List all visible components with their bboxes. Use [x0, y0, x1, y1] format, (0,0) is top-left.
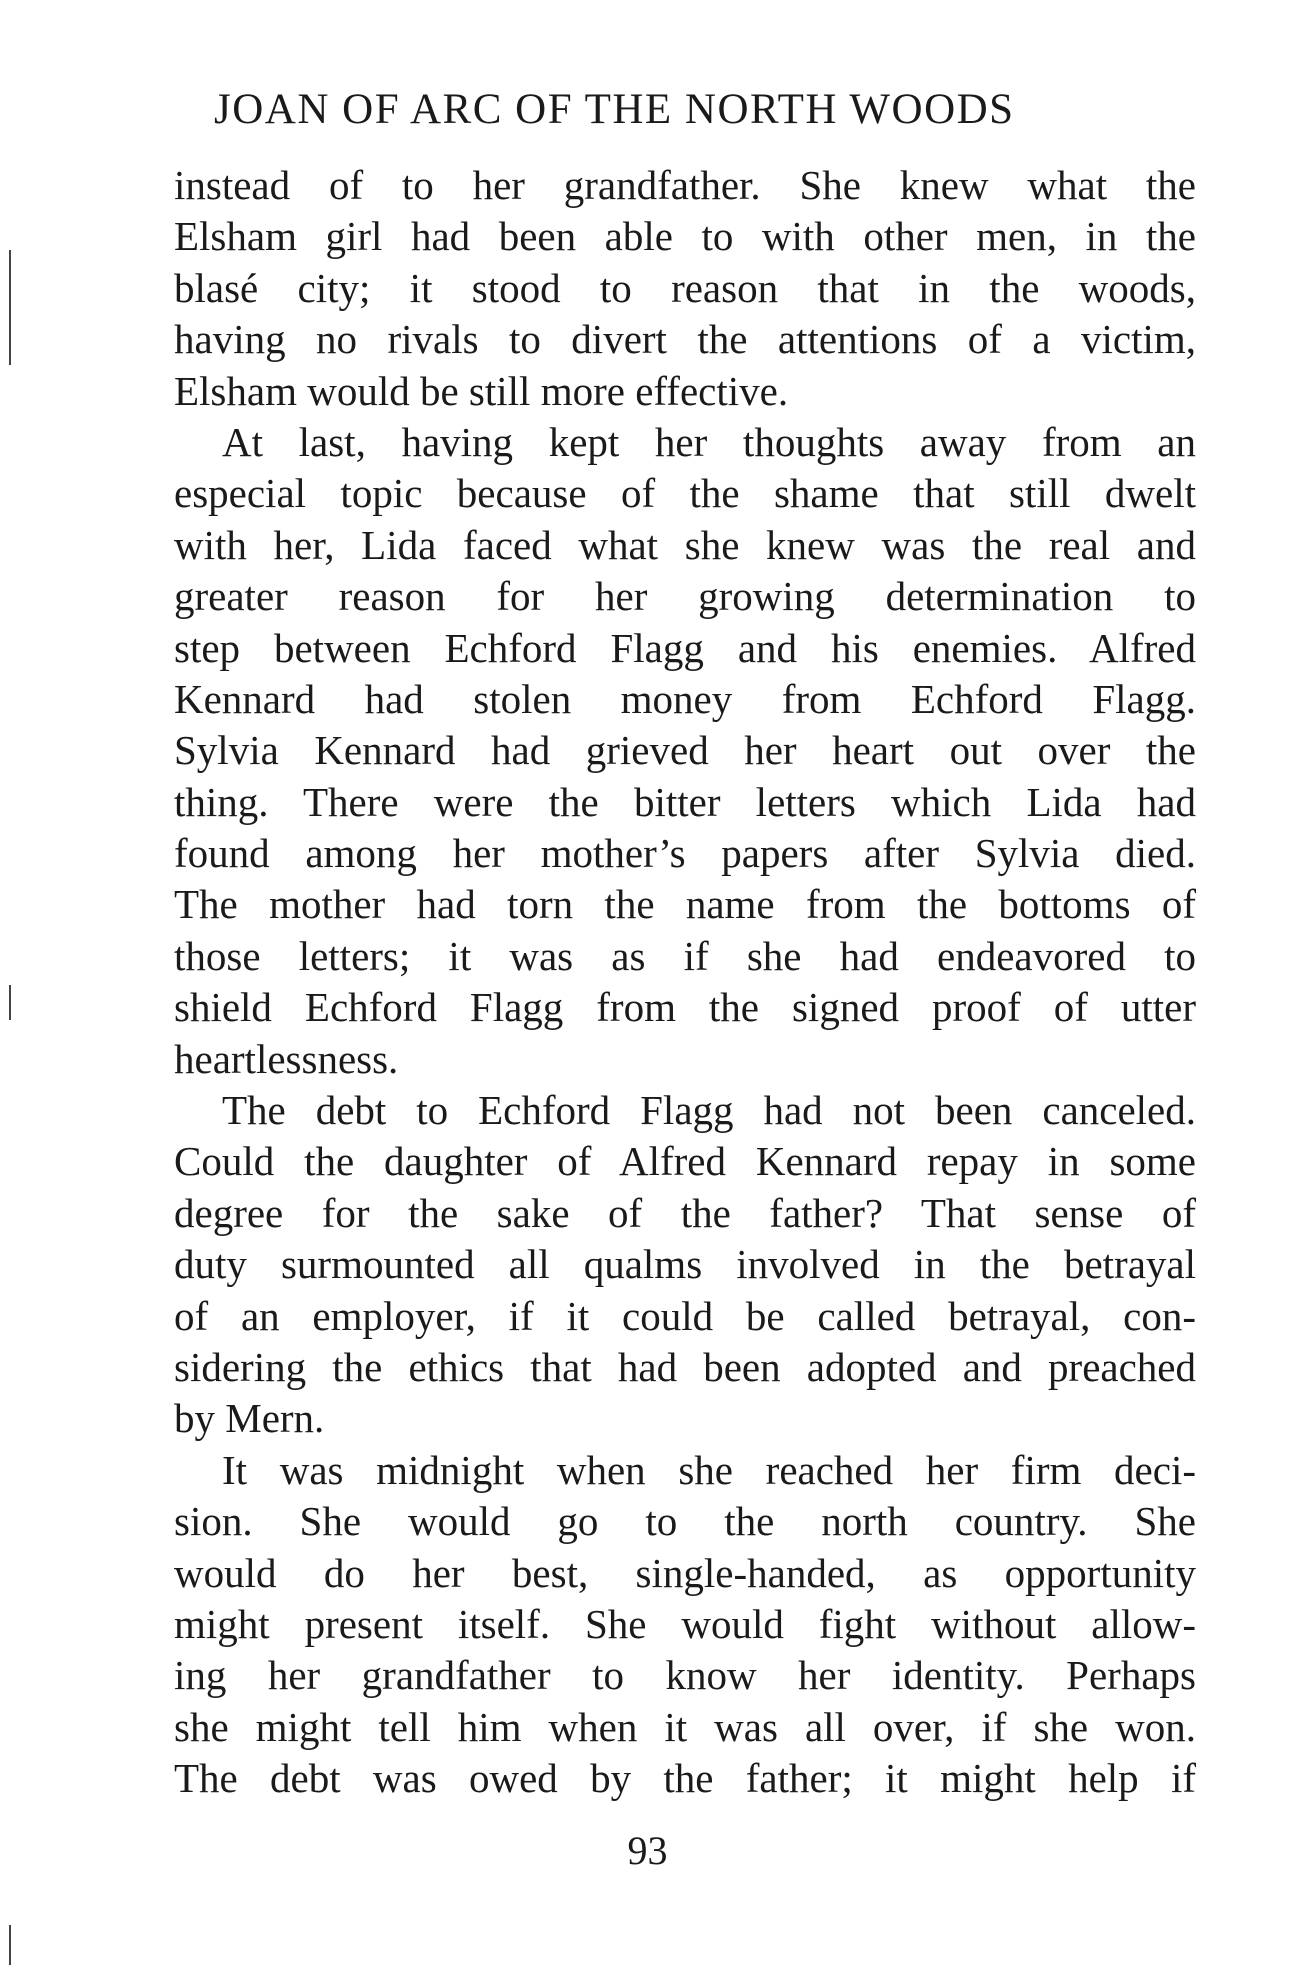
text-line: those letters; it was as if she had endeavored to: [174, 932, 1196, 979]
text-line: would do her best, single-handed, as opportunity: [174, 1549, 1196, 1596]
text-line: she might tell him when it was all over, if she won.: [174, 1703, 1196, 1750]
text-line: heartlessness.: [174, 1035, 399, 1082]
text-line: degree for the sake of the father? That sense of: [174, 1189, 1196, 1236]
running-head: JOAN OF ARC OF THE NORTH WOODS: [214, 86, 1015, 133]
text-line: sion. She would go to the north country. She: [174, 1498, 1196, 1545]
scan-mark: [9, 985, 11, 1020]
scan-mark: [9, 1925, 11, 1965]
text-line: At last, having kept her thoughts away from an: [222, 418, 1196, 465]
text-line: of an employer, if it could be called betrayal, con-: [174, 1292, 1196, 1339]
text-line: Kennard had stolen money from Echford Flagg.: [174, 675, 1196, 722]
body-text: [174, 160, 1196, 1805]
text-line: blasé city; it stood to reason that in the woods,: [174, 264, 1196, 311]
text-line: duty surmounted all qualms involved in the betrayal: [174, 1241, 1196, 1288]
text-line: The mother had torn the name from the bottoms of: [174, 881, 1196, 928]
text-line: The debt to Echford Flagg had not been canceled.: [222, 1087, 1196, 1134]
text-line: having no rivals to divert the attentions of a victim,: [174, 316, 1196, 363]
text-line: by Mern.: [174, 1395, 325, 1442]
text-line: Sylvia Kennard had grieved her heart out over the: [174, 727, 1196, 774]
text-line: with her, Lida faced what she knew was the real and: [174, 521, 1196, 568]
text-line: Elsham would be still more effective.: [174, 367, 789, 414]
text-line: found among her mother’s papers after Sylvia died.: [174, 830, 1196, 877]
text-line: It was midnight when she reached her firm deci-: [222, 1446, 1196, 1493]
text-line: Elsham girl had been able to with other men, in the: [174, 213, 1196, 260]
scan-mark: [9, 250, 11, 365]
text-line: sidering the ethics that had been adopted and preached: [174, 1343, 1196, 1390]
text-line: especial topic because of the shame that still dwelt: [174, 470, 1196, 517]
text-line: greater reason for her growing determination to: [174, 573, 1196, 620]
text-line: The debt was owed by the father; it might help if: [174, 1755, 1196, 1802]
text-line: step between Echford Flagg and his enemies. Alfred: [174, 624, 1196, 671]
text-line: shield Echford Flagg from the signed proof of utter: [174, 984, 1196, 1031]
text-line: might present itself. She would fight without allow-: [174, 1600, 1196, 1647]
text-line: instead of to her grandfather. She knew what the: [174, 162, 1196, 208]
text-line: thing. There were the bitter letters which Lida had: [174, 778, 1196, 825]
text-line: Could the daughter of Alfred Kennard repay in some: [174, 1138, 1196, 1185]
page-number: 93: [627, 1828, 668, 1873]
text-line: ing her grandfather to know her identity. Perhaps: [174, 1652, 1196, 1699]
